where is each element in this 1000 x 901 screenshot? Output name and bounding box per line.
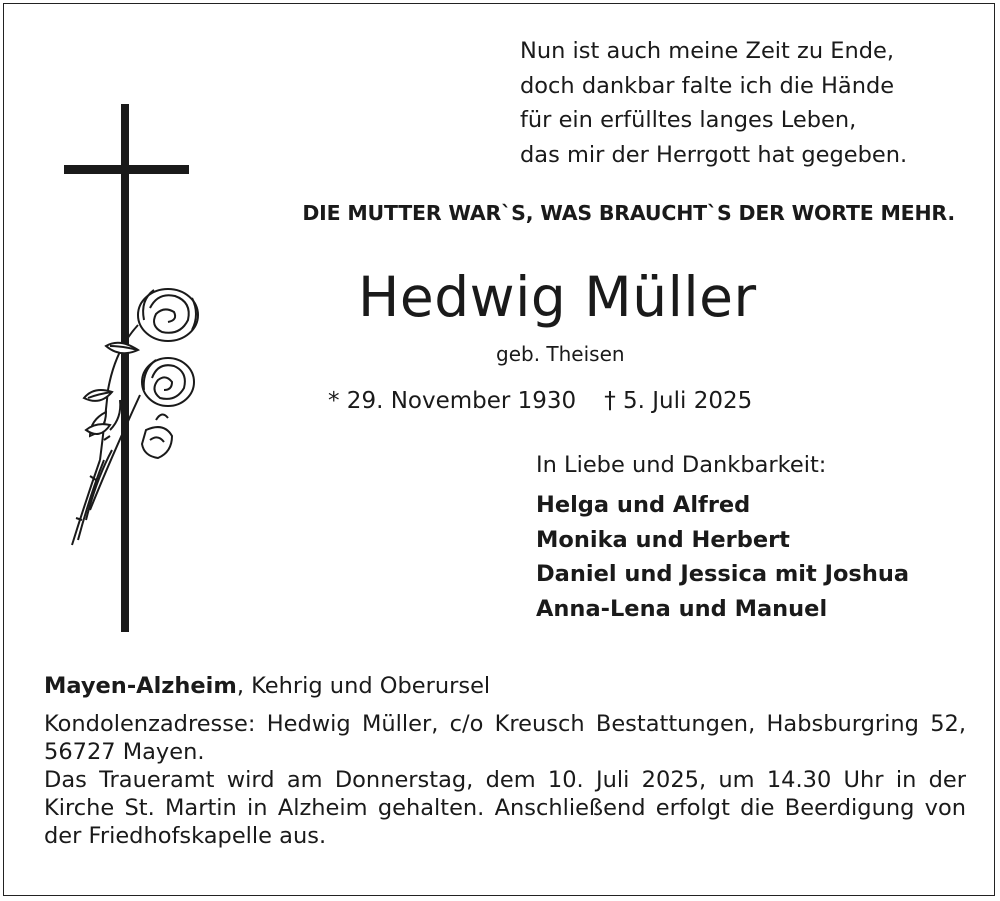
roses-illustration [72, 289, 198, 545]
poem-line: für ein erfülltes langes Leben, [520, 107, 857, 133]
mourner-entry: Monika und Herbert [536, 526, 790, 553]
mourners-intro: In Liebe und Dankbarkeit: [536, 452, 827, 478]
life-dates [328, 388, 752, 414]
location-main: Mayen-Alzheim [44, 673, 237, 699]
deceased-name: Hedwig Müller [358, 265, 757, 329]
death-date: † 5. Juli 2025 [604, 388, 753, 414]
mourner-entry: Daniel und Jessica mit Joshua [536, 561, 910, 587]
mourner-entry: Helga und Alfred [536, 492, 751, 518]
poem-line: doch dankbar falte ich die Hände [520, 72, 895, 99]
mourners-list [536, 488, 909, 626]
birth-name: geb. Theisen [496, 342, 625, 366]
motto: DIE MUTTER WAR`S, WAS BRAUCHT`S DER WORTE MEHR. [302, 201, 955, 225]
location-others: , Kehrig und Oberursel [236, 673, 491, 699]
service-details: Das Traueramt wird am Donnerstag, dem 10. Juli 2025, um 14.30 Uhr in der Kirche St. Martin in Alzheim gehalten. Anschließend erfolgt die Beerdigung von der Friedhofskapelle aus. [44, 767, 966, 849]
poem-line: Nun ist auch meine Zeit zu Ende, [520, 38, 895, 64]
poem-line: das mir der Herrgott hat gegeben. [520, 141, 908, 168]
locations [44, 672, 966, 700]
birth-date: * 29. November 1930 [328, 388, 577, 414]
mourner-entry: Anna-Lena und Manuel [536, 595, 828, 622]
poem [520, 34, 980, 172]
condolence-address: Kondolenzadresse: Hedwig Müller, c/o Kreusch Bestattungen, Habsburgring 52, 56727 Mayen. [44, 711, 966, 765]
notice-info [44, 672, 966, 850]
cross-icon [60, 100, 210, 640]
